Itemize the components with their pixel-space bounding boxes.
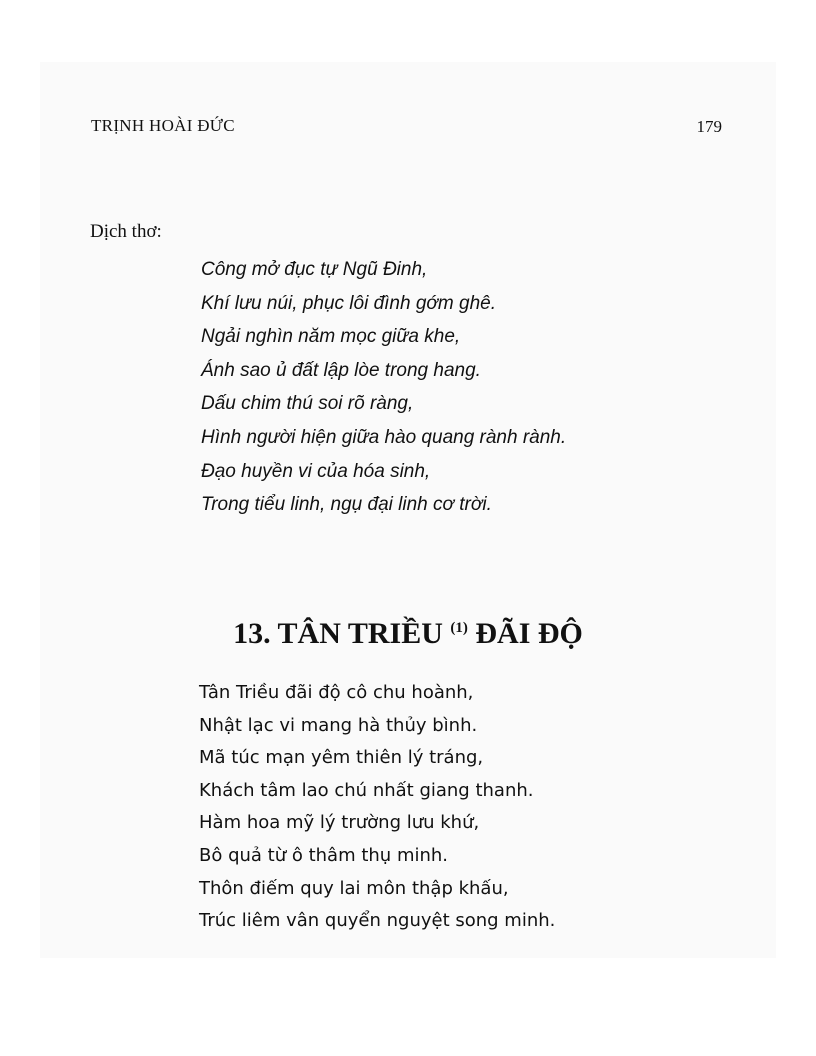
poem-line: Nhật lạc vi mang hà thủy bình.: [199, 714, 478, 736]
running-head-author: TRỊNH HOÀI ĐỨC: [91, 116, 235, 135]
verse-line: Dấu chim thú soi rõ ràng,: [201, 393, 414, 415]
poem-line: Trúc liêm vân quyển nguyệt song minh.: [199, 910, 556, 932]
verse-line: Ngải nghìn năm mọc giữa khe,: [201, 326, 461, 348]
poem-title-prefix: 13. TÂN TRIỀU: [233, 617, 443, 650]
verse-line: Trong tiểu linh, ngụ đại linh cơ trời.: [201, 494, 492, 516]
poem-line: Bô quả từ ô thâm thụ minh.: [199, 844, 449, 866]
verse-line: Công mở đục tự Ngũ Đinh,: [201, 259, 428, 280]
poem-line: Tân Triều đãi độ cô chu hoành,: [199, 682, 474, 703]
poem-title-suffix: ĐÃI ĐỘ: [475, 617, 583, 650]
poem-line: Mã túc mạn yêm thiên lý tráng,: [199, 747, 484, 769]
poem-title: [0, 617, 816, 651]
verse-line: Khí lưu núi, phục lôi đình gớm ghê.: [201, 292, 496, 314]
verse-line: Hình người hiện giữa hào quang rành rành.: [201, 426, 567, 448]
page-number: 179: [696, 117, 722, 136]
translation-label: Dịch thơ:: [90, 221, 162, 242]
translated-verse: [201, 253, 566, 522]
footnote-marker: (1): [450, 620, 468, 636]
verse-line: Ánh sao ủ đất lập lòe trong hang.: [201, 359, 481, 381]
original-poem: [199, 677, 555, 938]
poem-line: Khách tâm lao chú nhất giang thanh.: [199, 779, 534, 801]
poem-line: Thôn điếm quy lai môn thập khấu,: [199, 877, 509, 899]
verse-line: Đạo huyền vi của hóa sinh,: [201, 460, 431, 482]
poem-line: Hàm hoa mỹ lý trường lưu khứ,: [199, 812, 480, 834]
